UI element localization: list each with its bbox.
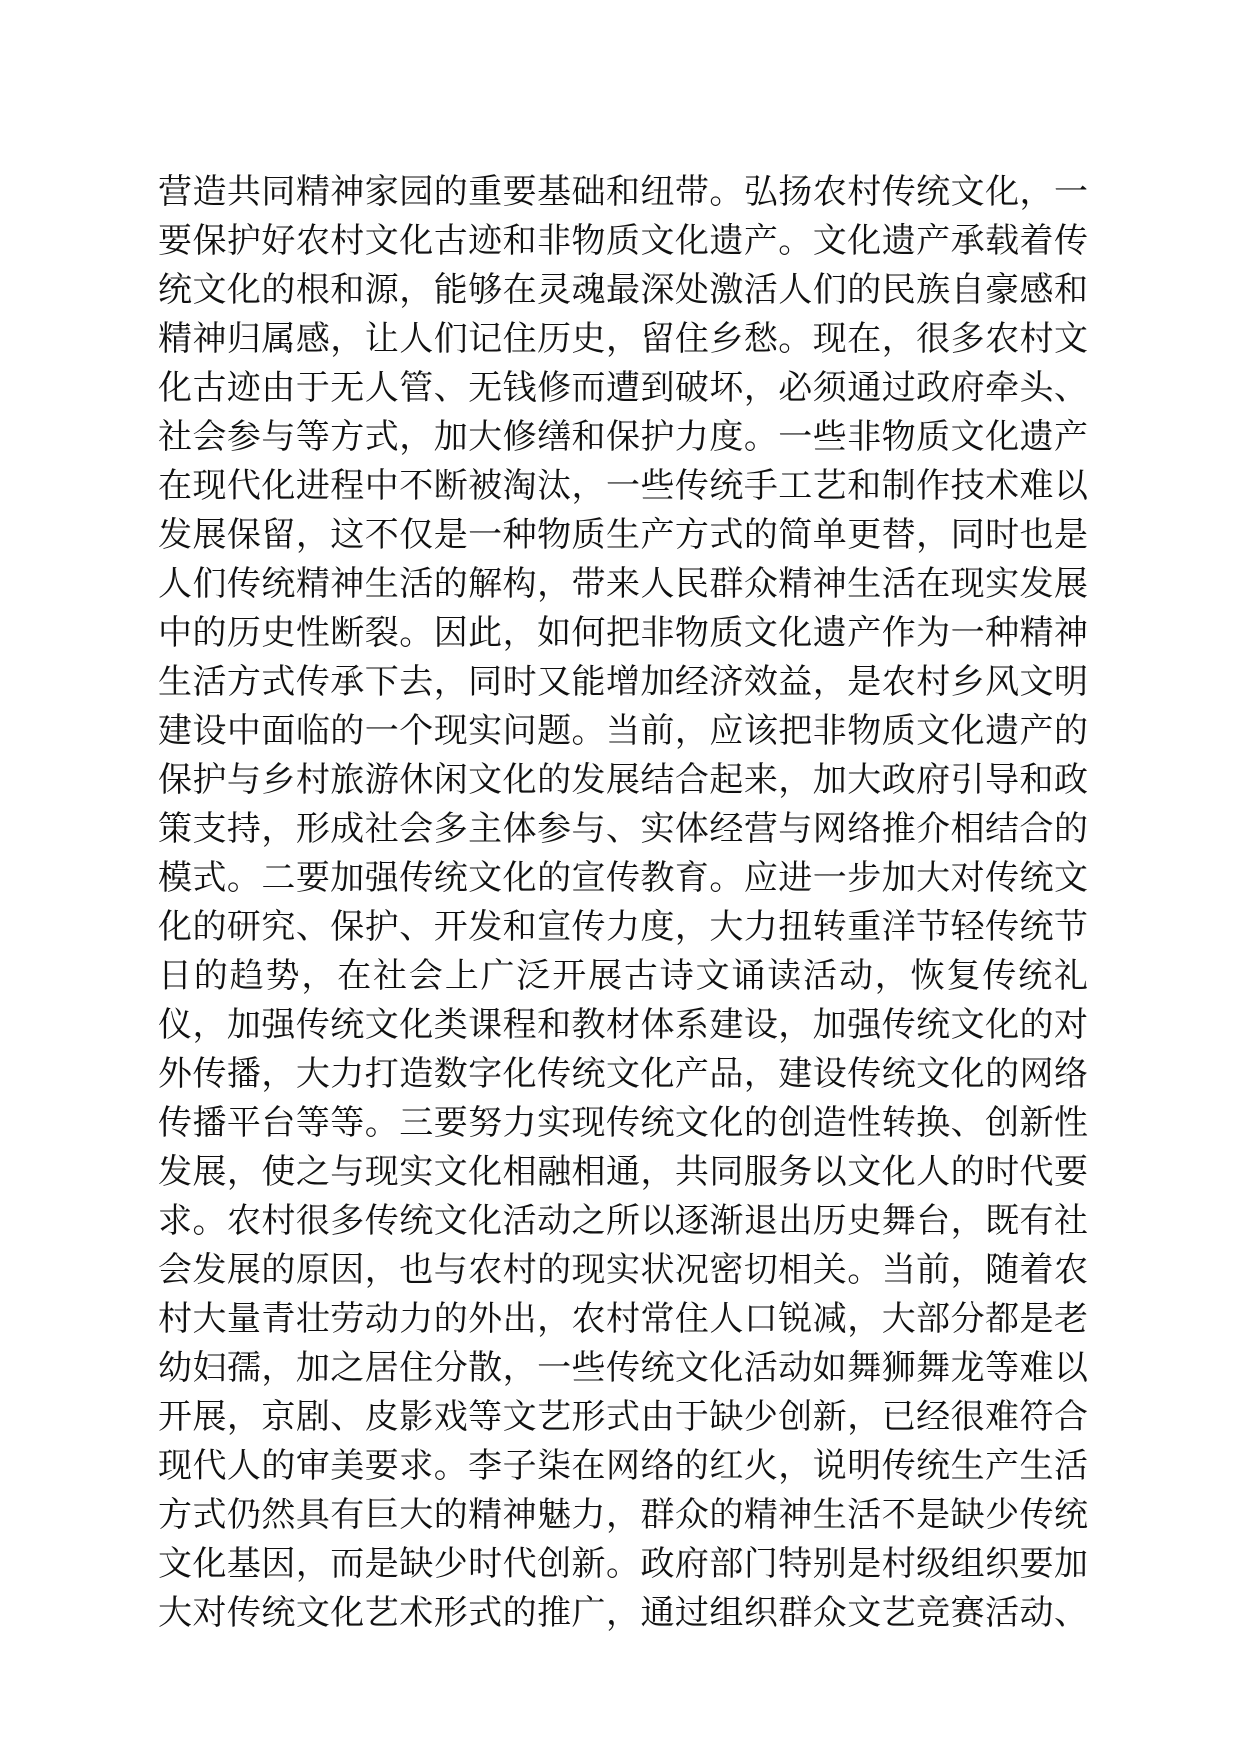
text-line: 发展保留，这不仅是一种物质生产方式的简单更替，同时也是	[158, 515, 1088, 555]
text-line: 要保护好农村文化古迹和非物质文化遗产。文化遗产承载着传	[158, 221, 1088, 261]
text-line: 仪，加强传统文化类课程和教材体系建设，加强传统文化的对	[158, 1005, 1088, 1045]
text-line: 在现代化进程中不断被淘汰，一些传统手工艺和制作技术难以	[158, 466, 1088, 506]
text-line: 统文化的根和源，能够在灵魂最深处激活人们的民族自豪感和	[158, 270, 1088, 310]
text-line: 发展，使之与现实文化相融相通，共同服务以文化人的时代要	[158, 1152, 1088, 1192]
text-line: 化古迹由于无人管、无钱修而遭到破坏，必须通过政府牵头、	[158, 368, 1088, 408]
text-line: 方式仍然具有巨大的精神魅力，群众的精神生活不是缺少传统	[158, 1495, 1088, 1535]
text-line: 开展，京剧、皮影戏等文艺形式由于缺少创新，已经很难符合	[158, 1397, 1088, 1437]
text-line: 生活方式传承下去，同时又能增加经济效益，是农村乡风文明	[158, 662, 1088, 702]
body-text	[158, 170, 1088, 1640]
text-line: 日的趋势，在社会上广泛开展古诗文诵读活动，恢复传统礼	[158, 956, 1088, 996]
text-line: 外传播，大力打造数字化传统文化产品，建设传统文化的网络	[158, 1054, 1088, 1094]
text-line: 策支持，形成社会多主体参与、实体经营与网络推介相结合的	[158, 809, 1088, 849]
text-line: 人们传统精神生活的解构，带来人民群众精神生活在现实发展	[158, 564, 1088, 604]
text-line: 大对传统文化艺术形式的推广，通过组织群众文艺竞赛活动、	[158, 1593, 1088, 1633]
text-line: 精神归属感，让人们记住历史，留住乡愁。现在，很多农村文	[158, 319, 1088, 359]
text-line: 求。农村很多传统文化活动之所以逐渐退出历史舞台，既有社	[158, 1201, 1088, 1241]
text-line: 模式。二要加强传统文化的宣传教育。应进一步加大对传统文	[158, 858, 1088, 898]
text-line: 营造共同精神家园的重要基础和纽带。弘扬农村传统文化，一	[158, 172, 1088, 212]
text-line: 村大量青壮劳动力的外出，农村常住人口锐减，大部分都是老	[158, 1299, 1088, 1339]
text-line: 现代人的审美要求。李子柒在网络的红火，说明传统生产生活	[158, 1446, 1088, 1486]
text-line: 会发展的原因，也与农村的现实状况密切相关。当前，随着农	[158, 1250, 1088, 1290]
text-line: 化的研究、保护、开发和宣传力度，大力扭转重洋节轻传统节	[158, 907, 1088, 947]
text-line: 文化基因，而是缺少时代创新。政府部门特别是村级组织要加	[158, 1544, 1088, 1584]
text-line: 建设中面临的一个现实问题。当前，应该把非物质文化遗产的	[158, 711, 1088, 751]
text-line: 传播平台等等。三要努力实现传统文化的创造性转换、创新性	[158, 1103, 1088, 1143]
text-line: 社会参与等方式，加大修缮和保护力度。一些非物质文化遗产	[158, 417, 1088, 457]
text-line: 中的历史性断裂。因此，如何把非物质文化遗产作为一种精神	[158, 613, 1088, 653]
text-line: 保护与乡村旅游休闲文化的发展结合起来，加大政府引导和政	[158, 760, 1088, 800]
text-line: 幼妇孺，加之居住分散，一些传统文化活动如舞狮舞龙等难以	[158, 1348, 1088, 1388]
